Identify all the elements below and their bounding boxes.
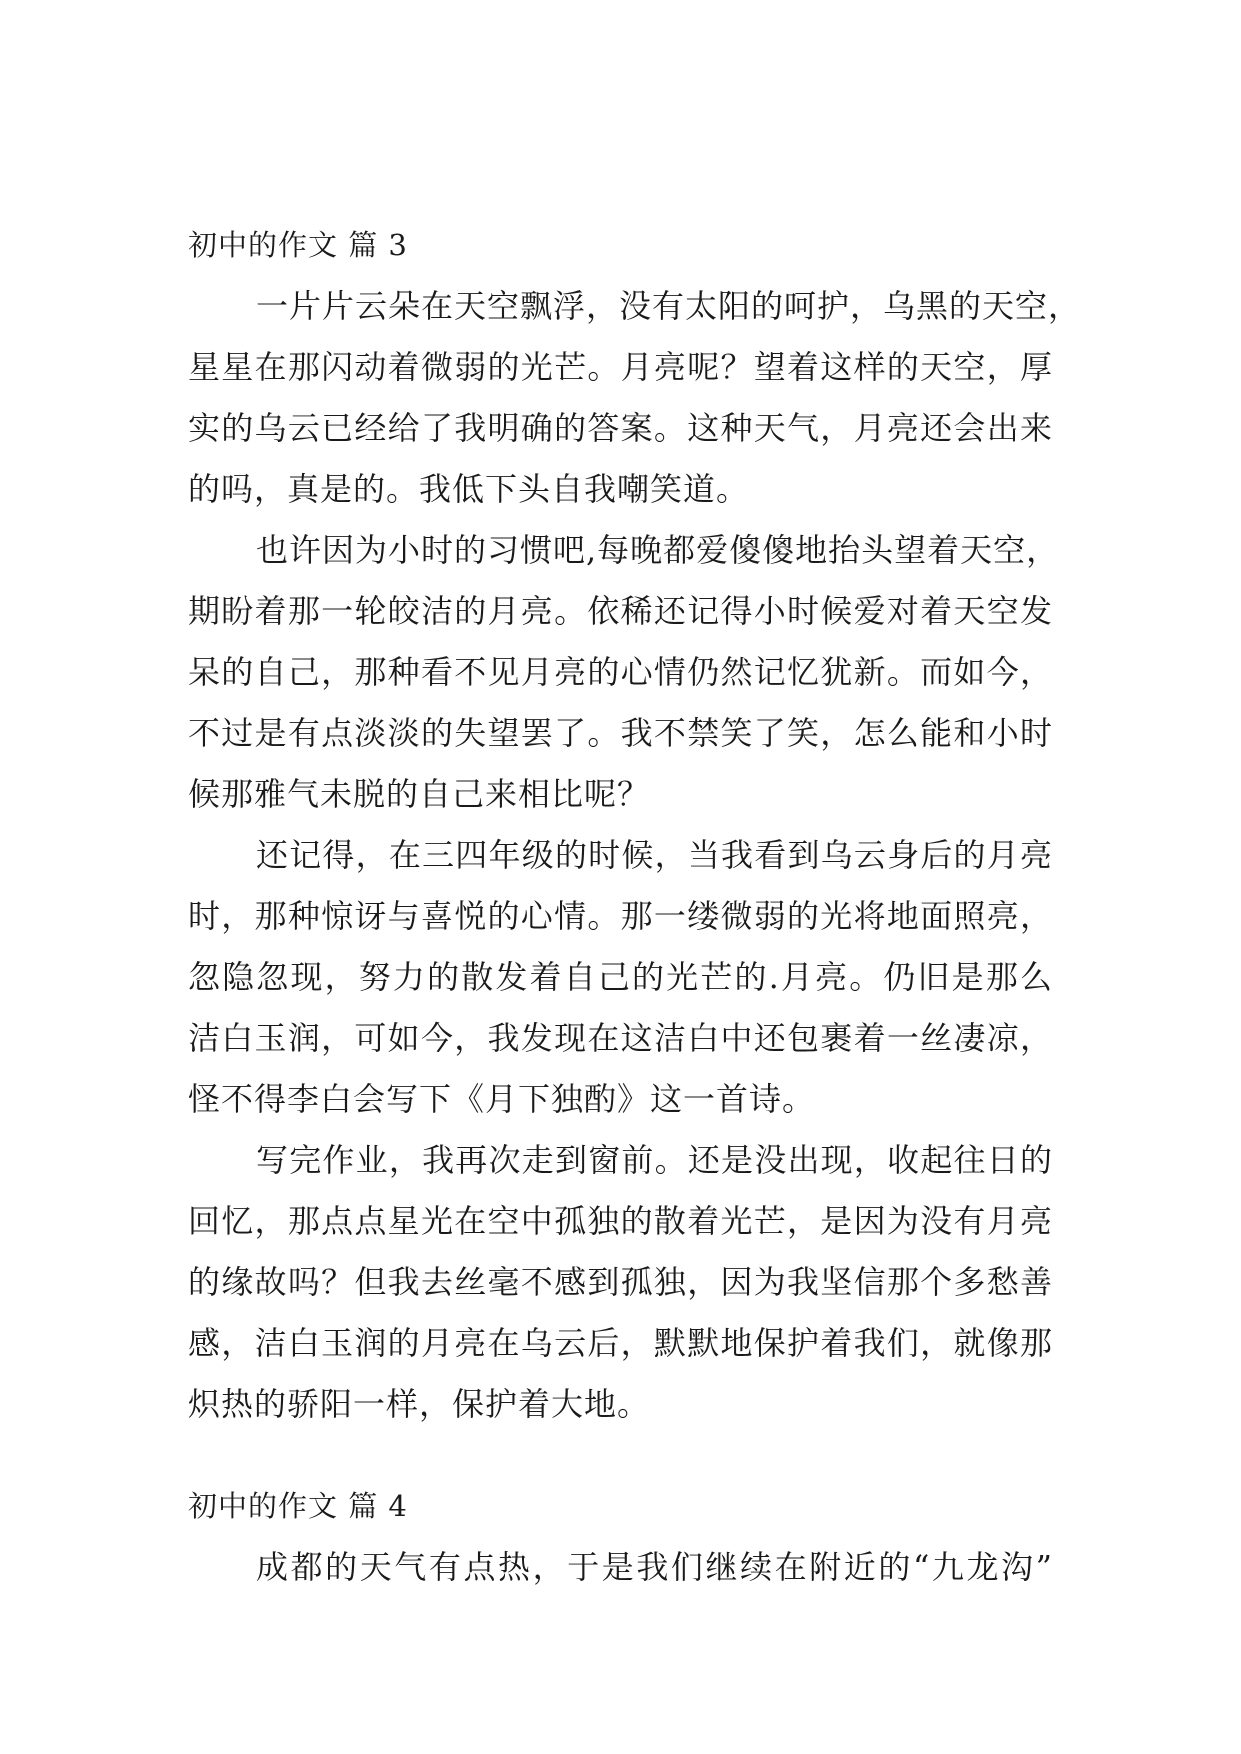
- paragraph-4-line: 回忆，那点点星光在空中孤独的散着光芒，是因为没有月亮: [188, 1202, 1053, 1240]
- paragraph-4-line: 的缘故吗？但我去丝毫不感到孤独，因为我坚信那个多愁善: [188, 1263, 1053, 1301]
- paragraph-3-line: 怪不得李白会写下《月下独酌》这一首诗。: [188, 1080, 816, 1118]
- paragraph-2-line: 也许因为小时的习惯吧,每晚都爱傻傻地抬头望着天空，: [256, 531, 1060, 569]
- paragraph-1-line: 实的乌云已经给了我明确的答案。这种天气，月亮还会出来: [188, 409, 1053, 447]
- paragraph-1-line: 的吗，真是的。我低下头自我嘲笑道。: [188, 470, 750, 508]
- paragraph-1-line: 一片片云朵在天空飘浮，没有太阳的呵护，乌黑的天空，: [256, 287, 1082, 325]
- paragraph-5-line: 成都的天气有点热，于是我们继续在附近的“九龙沟”: [256, 1548, 1053, 1586]
- paragraph-4-line: 炽热的骄阳一样，保护着大地。: [188, 1385, 651, 1423]
- paragraph-2-line: 不过是有点淡淡的失望罢了。我不禁笑了笑，怎么能和小时: [188, 714, 1053, 752]
- paragraph-3-line: 时，那种惊讶与喜悦的心情。那一缕微弱的光将地面照亮，: [188, 897, 1053, 935]
- section-3-heading: 初中的作文 篇 3: [188, 228, 408, 262]
- paragraph-2-line: 呆的自己，那种看不见月亮的心情仍然记忆犹新。而如今，: [188, 653, 1053, 691]
- section-4-heading: 初中的作文 篇 4: [188, 1489, 408, 1523]
- paragraph-4-line: 感，洁白玉润的月亮在乌云后，默默地保护着我们，就像那: [188, 1324, 1053, 1362]
- paragraph-4-line: 写完作业，我再次走到窗前。还是没出现，收起往日的: [256, 1141, 1053, 1179]
- paragraph-3-line: 洁白玉润，可如今，我发现在这洁白中还包裹着一丝凄凉，: [188, 1019, 1053, 1057]
- paragraph-2-line: 期盼着那一轮皎洁的月亮。依稀还记得小时候爱对着天空发: [188, 592, 1053, 630]
- paragraph-3-line: 还记得，在三四年级的时候，当我看到乌云身后的月亮: [256, 836, 1053, 874]
- paragraph-1-line: 星星在那闪动着微弱的光芒。月亮呢？望着这样的天空，厚: [188, 348, 1053, 386]
- paragraph-3-line: 忽隐忽现，努力的散发着自己的光芒的.月亮。仍旧是那么: [188, 958, 1053, 996]
- paragraph-2-line: 候那雅气未脱的自己来相比呢？: [188, 775, 651, 813]
